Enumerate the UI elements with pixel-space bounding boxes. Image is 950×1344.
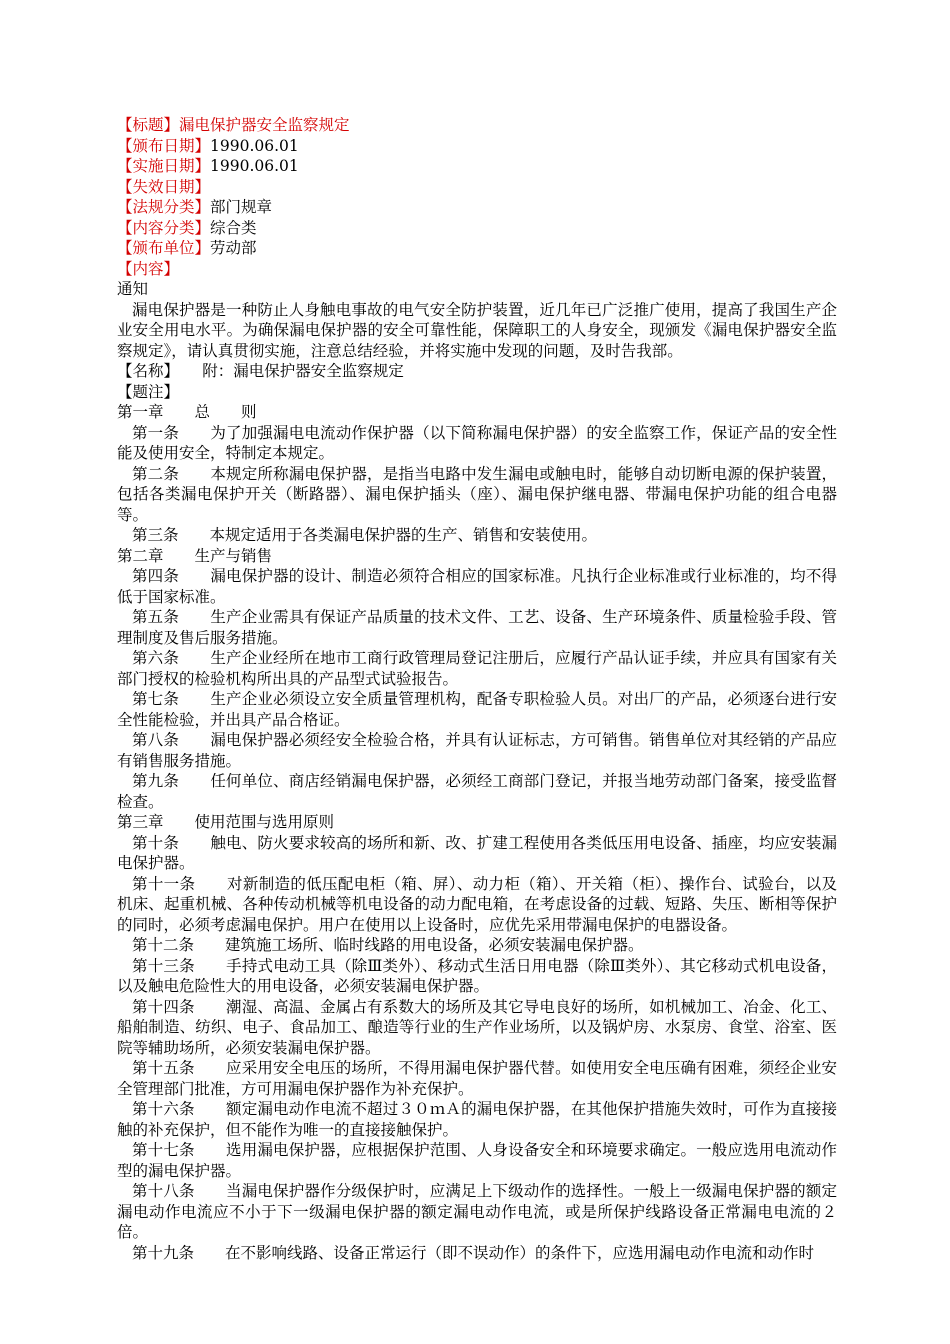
chapter-heading: 第二章 生产与销售 <box>117 546 273 565</box>
title-label: 【标题】 <box>117 116 180 134</box>
category-row <box>117 197 837 218</box>
article-paragraph: 第十八条 当漏电保护器作分级保护时，应满足上下级动作的选择性。一般上一级漏电保护器的额定漏电动作电流应不小于下一级漏电保护器的额定漏电动作电流，或是所保护线路设备正常漏电电流的２倍。 <box>117 1182 837 1241</box>
article-paragraph: 第九条 任何单位、商店经销漏电保护器，必须经工商部门登记，并报当地劳动部门备案，接受监督检查。 <box>117 772 837 811</box>
article-paragraph: 第十三条 手持式电动工具（除Ⅲ类外）、移动式生活日用电器（除Ⅲ类外）、其它移动式机电设备，以及触电危险性大的用电设备，必须安装漏电保护器。 <box>117 956 837 995</box>
effective-date-row <box>117 156 837 177</box>
title-value: 漏电保护器安全监察规定 <box>179 116 350 134</box>
article-paragraph: 第十六条 额定漏电动作电流不超过３０ｍＡ的漏电保护器，在其他保护措施失效时，可作为直接接触的补充保护，但不能作为唯一的直接接触保护。 <box>117 1100 837 1139</box>
article-paragraph: 第八条 漏电保护器必须经安全检验合格，并具有认证标志，方可销售。销售单位对其经销的产品应有销售服务措施。 <box>117 731 837 770</box>
issue-date-label: 【颁布日期】 <box>117 136 211 155</box>
chapter-heading: 第一章 总 则 <box>117 403 257 421</box>
article-paragraph: 第一条 为了加强漏电电流动作保护器（以下简称漏电保护器）的安全监察工作，保证产品的安全性能及使用安全，特制定本规定。 <box>117 423 837 462</box>
content-category-row <box>117 218 837 239</box>
article-paragraph: 第十条 触电、防火要求较高的场所和新、改、扩建工程使用各类低压用电设备、插座，均应安装漏电保护器。 <box>117 833 837 872</box>
content-category-value: 综合类 <box>210 218 257 237</box>
expiry-date-row <box>117 177 837 198</box>
note-line: 【题注】 <box>117 382 180 401</box>
article-paragraph: 第六条 生产企业经所在地市工商行政管理局登记注册后，应履行产品认证手续，并应具有国家有关部门授权的检验机构所出具的产品型式试验报告。 <box>117 649 837 688</box>
category-label: 【法规分类】 <box>117 198 211 216</box>
effective-date-label: 【实施日期】 <box>117 157 211 175</box>
category-value: 部门规章 <box>210 198 273 216</box>
article-paragraph: 第十一条 对新制造的低压配电柜（箱、屏）、动力柜（箱）、开关箱（柜）、操作台、试验台，以及机床、起重机械、各种传动机械等机电设备的动力配电箱，在考虑设备的过载、短路、失压、断相等保护的同时，必须考虑漏电保护。用户在使用以上设备时，应优先采用带漏电保护的电器设备。 <box>117 874 837 934</box>
article-paragraph: 第十七条 选用漏电保护器，应根据保护范围、人身设备安全和环境要求确定。一般应选用电流动作型的漏电保护器。 <box>117 1141 837 1180</box>
chapter-heading: 第三章 使用范围与选用原则 <box>117 813 335 831</box>
metadata-block <box>117 115 837 279</box>
content-label: 【内容】 <box>117 259 180 278</box>
article-paragraph: 第十二条 建筑施工场所、临时线路的用电设备，必须安装漏电保护器。 <box>132 936 644 954</box>
issuer-value: 劳动部 <box>210 239 257 257</box>
issuer-row <box>117 238 837 259</box>
article-paragraph: 第二条 本规定所称漏电保护器，是指当电路中发生漏电或触电时，能够自动切断电源的保护装置，包括各类漏电保护开关（断路器）、漏电保护插头（座）、漏电保护继电器、带漏电保护功能的组合电器等。 <box>117 464 837 524</box>
effective-date-value: 1990.06.01 <box>210 157 299 175</box>
name-line: 【名称】 附：漏电保护器安全监察规定 <box>117 362 404 380</box>
article-paragraph: 第十九条 在不影响线路、设备正常运行（即不误动作）的条件下，应选用漏电动作电流和动作时 <box>132 1243 815 1262</box>
issue-date-row <box>117 136 837 157</box>
article-paragraph: 第四条 漏电保护器的设计、制造必须符合相应的国家标准。凡执行企业标准或行业标准的，均不得低于国家标准。 <box>117 567 837 606</box>
notice-paragraph: 漏电保护器是一种防止人身触电事故的电气安全防护装置，近几年已广泛推广使用，提高了我国生产企业安全用电水平。为确保漏电保护器的安全可靠性能，保障职工的人身安全，现颁发《漏电保护器安全监察规定》，请认真贯彻实施，注意总结经验，并将实施中发现的问题，及时告我部。 <box>117 300 837 360</box>
issue-date-value: 1990.06.01 <box>210 136 299 155</box>
article-paragraph: 第五条 生产企业需具有保证产品质量的技术文件、工艺、设备、生产环境条件、质量检验手段、管理制度及售后服务措施。 <box>117 608 837 647</box>
article-paragraph: 第七条 生产企业必须设立安全质量管理机构，配备专职检验人员。对出厂的产品，必须逐台进行安全性能检验，并出具产品合格证。 <box>117 690 837 729</box>
notice-heading: 通知 <box>117 280 149 298</box>
article-paragraph: 第十四条 潮湿、高温、金属占有系数大的场所及其它导电良好的场所，如机械加工、冶金、化工、船舶制造、纺织、电子、食品加工、酿造等行业的生产作业场所，以及锅炉房、水泵房、食堂、浴室、医院等辅助场所，必须安装漏电保护器。 <box>117 997 837 1057</box>
title-row <box>117 115 837 136</box>
issuer-label: 【颁布单位】 <box>117 239 211 257</box>
document-page <box>117 115 837 1263</box>
content-row <box>117 259 837 280</box>
article-paragraph: 第三条 本规定适用于各类漏电保护器的生产、销售和安装使用。 <box>132 526 598 544</box>
expiry-date-label: 【失效日期】 <box>117 177 211 196</box>
article-paragraph: 第十五条 应采用安全电压的场所，不得用漏电保护器代替。如使用安全电压确有困难，须经企业安全管理部门批准，方可用漏电保护器作为补充保护。 <box>117 1059 837 1098</box>
content-category-label: 【内容分类】 <box>117 218 211 237</box>
